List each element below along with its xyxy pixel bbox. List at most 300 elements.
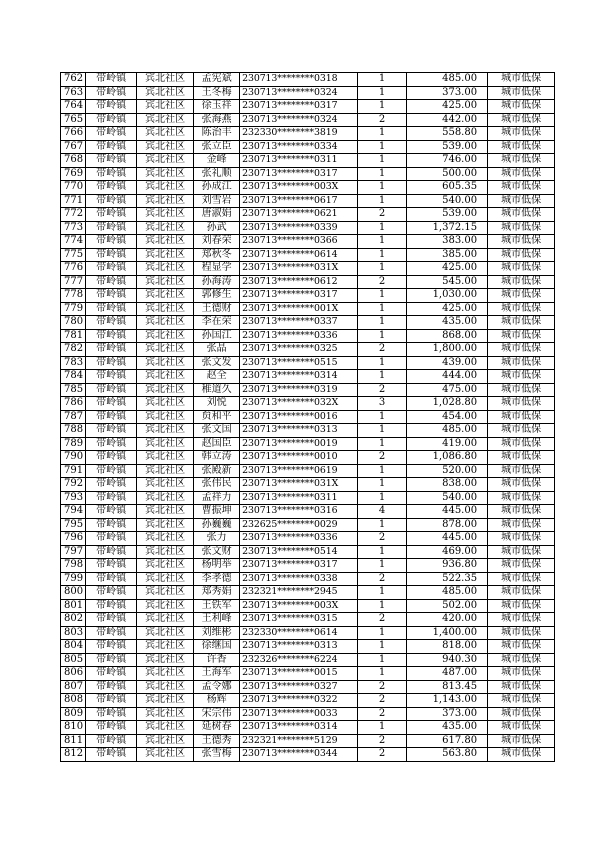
household-size-cell: 1 [358,140,407,154]
name-cell: 张雪梅 [194,748,240,762]
name-cell: 孟祥力 [194,491,240,505]
community-cell: 宾北社区 [137,86,194,100]
town-cell: 带岭镇 [86,518,137,532]
seq-cell: 782 [61,343,86,357]
community-cell: 宾北社区 [137,505,194,519]
table-row [61,248,555,262]
id-number-cell: 230713********031X [240,262,358,276]
community-cell: 宾北社区 [137,613,194,627]
name-cell: 张礼顺 [194,167,240,181]
id-number-cell: 230713********0322 [240,694,358,708]
category-cell: 城市低保 [488,721,555,735]
table-row [61,343,555,357]
seq-cell: 787 [61,410,86,424]
amount-cell: 539.00 [407,208,488,222]
community-cell: 宾北社区 [137,194,194,208]
amount-cell: 373.00 [407,707,488,721]
name-cell: 程显学 [194,262,240,276]
id-number-cell: 230713********0612 [240,275,358,289]
town-cell: 带岭镇 [86,343,137,357]
category-cell: 城市低保 [488,653,555,667]
community-cell: 宾北社区 [137,545,194,559]
id-number-cell: 230713********0316 [240,505,358,519]
table-row [61,289,555,303]
table-row [61,694,555,708]
amount-cell: 878.00 [407,518,488,532]
amount-cell: 1,028.80 [407,397,488,411]
community-cell: 宾北社区 [137,599,194,613]
seq-cell: 797 [61,545,86,559]
id-number-cell: 230713********0317 [240,559,358,573]
name-cell: 孟宪斌 [194,73,240,87]
town-cell: 带岭镇 [86,221,137,235]
household-size-cell: 1 [358,127,407,141]
seq-cell: 785 [61,383,86,397]
name-cell: 孙国江 [194,329,240,343]
amount-cell: 617.80 [407,734,488,748]
household-size-cell: 2 [358,113,407,127]
id-number-cell: 230713********0366 [240,235,358,249]
town-cell: 带岭镇 [86,356,137,370]
seq-cell: 807 [61,680,86,694]
amount-cell: 813.45 [407,680,488,694]
id-number-cell: 230713********003X [240,599,358,613]
community-cell: 宾北社区 [137,451,194,465]
seq-cell: 806 [61,667,86,681]
seq-cell: 808 [61,694,86,708]
amount-cell: 540.00 [407,194,488,208]
name-cell: 张海燕 [194,113,240,127]
table-row [61,73,555,87]
table-row [61,748,555,762]
id-number-cell: 230713********0019 [240,437,358,451]
household-size-cell: 1 [358,478,407,492]
category-cell: 城市低保 [488,734,555,748]
category-cell: 城市低保 [488,545,555,559]
community-cell: 宾北社区 [137,154,194,168]
household-size-cell: 2 [358,343,407,357]
town-cell: 带岭镇 [86,640,137,654]
id-number-cell: 230713********032X [240,397,358,411]
id-number-cell: 230713********0324 [240,86,358,100]
category-cell: 城市低保 [488,626,555,640]
seq-cell: 812 [61,748,86,762]
community-cell: 宾北社区 [137,748,194,762]
community-cell: 宾北社区 [137,356,194,370]
name-cell: 陈治丰 [194,127,240,141]
id-number-cell: 232625********0029 [240,518,358,532]
community-cell: 宾北社区 [137,694,194,708]
name-cell: 孙巍巍 [194,518,240,532]
community-cell: 宾北社区 [137,491,194,505]
category-cell: 城市低保 [488,248,555,262]
seq-cell: 788 [61,424,86,438]
community-cell: 宾北社区 [137,208,194,222]
name-cell: 张文国 [194,424,240,438]
table-row [61,208,555,222]
id-number-cell: 230713********0311 [240,491,358,505]
community-cell: 宾北社区 [137,181,194,195]
category-cell: 城市低保 [488,559,555,573]
amount-cell: 420.00 [407,613,488,627]
amount-cell: 373.00 [407,86,488,100]
id-number-cell: 230713********0314 [240,721,358,735]
table-row [61,113,555,127]
id-number-cell: 232330********0614 [240,626,358,640]
town-cell: 带岭镇 [86,559,137,573]
amount-cell: 563.80 [407,748,488,762]
community-cell: 宾北社区 [137,383,194,397]
name-cell: 刘悦 [194,397,240,411]
seq-cell: 783 [61,356,86,370]
seq-cell: 793 [61,491,86,505]
amount-cell: 1,030.00 [407,289,488,303]
category-cell: 城市低保 [488,397,555,411]
community-cell: 宾北社区 [137,653,194,667]
community-cell: 宾北社区 [137,167,194,181]
name-cell: 孙成江 [194,181,240,195]
name-cell: 稚道久 [194,383,240,397]
town-cell: 带岭镇 [86,235,137,249]
amount-cell: 385.00 [407,248,488,262]
table-row [61,680,555,694]
town-cell: 带岭镇 [86,275,137,289]
community-cell: 宾北社区 [137,397,194,411]
table-row [61,181,555,195]
amount-cell: 425.00 [407,100,488,114]
amount-cell: 444.00 [407,370,488,384]
town-cell: 带岭镇 [86,167,137,181]
table-row [61,275,555,289]
community-cell: 宾北社区 [137,329,194,343]
town-cell: 带岭镇 [86,86,137,100]
town-cell: 带岭镇 [86,127,137,141]
category-cell: 城市低保 [488,154,555,168]
name-cell: 贠和平 [194,410,240,424]
town-cell: 带岭镇 [86,410,137,424]
town-cell: 带岭镇 [86,464,137,478]
id-number-cell: 230713********0317 [240,289,358,303]
town-cell: 带岭镇 [86,154,137,168]
category-cell: 城市低保 [488,343,555,357]
name-cell: 张力 [194,532,240,546]
table-row [61,734,555,748]
town-cell: 带岭镇 [86,478,137,492]
category-cell: 城市低保 [488,680,555,694]
name-cell: 唐淑娟 [194,208,240,222]
household-size-cell: 1 [358,248,407,262]
id-number-cell: 230713********0311 [240,154,358,168]
name-cell: 孙武 [194,221,240,235]
name-cell: 宋宗伟 [194,707,240,721]
amount-cell: 868.00 [407,329,488,343]
name-cell: 许香 [194,653,240,667]
community-cell: 宾北社区 [137,410,194,424]
id-number-cell: 230713********0033 [240,707,358,721]
amount-cell: 838.00 [407,478,488,492]
category-cell: 城市低保 [488,424,555,438]
category-cell: 城市低保 [488,491,555,505]
community-cell: 宾北社区 [137,316,194,330]
seq-cell: 773 [61,221,86,235]
category-cell: 城市低保 [488,194,555,208]
town-cell: 带岭镇 [86,181,137,195]
seq-cell: 804 [61,640,86,654]
amount-cell: 485.00 [407,424,488,438]
table-row [61,356,555,370]
town-cell: 带岭镇 [86,397,137,411]
category-cell: 城市低保 [488,707,555,721]
table-row [61,478,555,492]
town-cell: 带岭镇 [86,626,137,640]
category-cell: 城市低保 [488,113,555,127]
category-cell: 城市低保 [488,100,555,114]
category-cell: 城市低保 [488,235,555,249]
seq-cell: 800 [61,586,86,600]
town-cell: 带岭镇 [86,734,137,748]
id-number-cell: 230713********0313 [240,424,358,438]
name-cell: 王德财 [194,302,240,316]
community-cell: 宾北社区 [137,113,194,127]
table-row [61,329,555,343]
community-cell: 宾北社区 [137,289,194,303]
table-row [61,86,555,100]
seq-cell: 796 [61,532,86,546]
table-row [61,410,555,424]
seq-cell: 776 [61,262,86,276]
seq-cell: 786 [61,397,86,411]
table-row [61,235,555,249]
id-number-cell: 230713********0317 [240,100,358,114]
town-cell: 带岭镇 [86,721,137,735]
household-size-cell: 1 [358,640,407,654]
household-size-cell: 1 [358,424,407,438]
category-cell: 城市低保 [488,167,555,181]
town-cell: 带岭镇 [86,113,137,127]
seq-cell: 769 [61,167,86,181]
seq-cell: 790 [61,451,86,465]
household-size-cell: 2 [358,572,407,586]
town-cell: 带岭镇 [86,599,137,613]
table-row [61,424,555,438]
category-cell: 城市低保 [488,262,555,276]
community-cell: 宾北社区 [137,586,194,600]
name-cell: 徐继国 [194,640,240,654]
amount-cell: 1,800.00 [407,343,488,357]
id-number-cell: 230713********031X [240,478,358,492]
town-cell: 带岭镇 [86,329,137,343]
town-cell: 带岭镇 [86,707,137,721]
town-cell: 带岭镇 [86,613,137,627]
seq-cell: 772 [61,208,86,222]
household-size-cell: 2 [358,748,407,762]
seq-cell: 801 [61,599,86,613]
town-cell: 带岭镇 [86,586,137,600]
household-size-cell: 2 [358,707,407,721]
seq-cell: 791 [61,464,86,478]
name-cell: 刘维彬 [194,626,240,640]
household-size-cell: 1 [358,410,407,424]
town-cell: 带岭镇 [86,532,137,546]
town-cell: 带岭镇 [86,653,137,667]
household-size-cell: 2 [358,734,407,748]
town-cell: 带岭镇 [86,316,137,330]
id-number-cell: 230713********0324 [240,113,358,127]
seq-cell: 763 [61,86,86,100]
community-cell: 宾北社区 [137,221,194,235]
town-cell: 带岭镇 [86,370,137,384]
seq-cell: 779 [61,302,86,316]
name-cell: 徐玉祥 [194,100,240,114]
category-cell: 城市低保 [488,410,555,424]
category-cell: 城市低保 [488,275,555,289]
category-cell: 城市低保 [488,329,555,343]
town-cell: 带岭镇 [86,451,137,465]
name-cell: 李孝德 [194,572,240,586]
category-cell: 城市低保 [488,694,555,708]
name-cell: 孟令娜 [194,680,240,694]
category-cell: 城市低保 [488,208,555,222]
community-cell: 宾北社区 [137,464,194,478]
name-cell: 延树春 [194,721,240,735]
household-size-cell: 4 [358,505,407,519]
community-cell: 宾北社区 [137,518,194,532]
town-cell: 带岭镇 [86,505,137,519]
name-cell: 金峰 [194,154,240,168]
name-cell: 王德秀 [194,734,240,748]
table-row [61,437,555,451]
category-cell: 城市低保 [488,316,555,330]
community-cell: 宾北社区 [137,734,194,748]
seq-cell: 781 [61,329,86,343]
community-cell: 宾北社区 [137,532,194,546]
town-cell: 带岭镇 [86,572,137,586]
amount-cell: 425.00 [407,262,488,276]
household-size-cell: 1 [358,154,407,168]
town-cell: 带岭镇 [86,437,137,451]
table-row [61,505,555,519]
table-row [61,397,555,411]
name-cell: 韩立涛 [194,451,240,465]
seq-cell: 768 [61,154,86,168]
seq-cell: 762 [61,73,86,87]
amount-cell: 469.00 [407,545,488,559]
name-cell: 孙海涛 [194,275,240,289]
category-cell: 城市低保 [488,478,555,492]
id-number-cell: 232321********2945 [240,586,358,600]
amount-cell: 435.00 [407,316,488,330]
name-cell: 张殿新 [194,464,240,478]
name-cell: 赵国臣 [194,437,240,451]
table-row [61,302,555,316]
community-cell: 宾北社区 [137,424,194,438]
town-cell: 带岭镇 [86,194,137,208]
town-cell: 带岭镇 [86,424,137,438]
amount-cell: 522.35 [407,572,488,586]
seq-cell: 765 [61,113,86,127]
community-cell: 宾北社区 [137,302,194,316]
amount-cell: 425.00 [407,302,488,316]
amount-cell: 485.00 [407,73,488,87]
amount-cell: 435.00 [407,721,488,735]
household-size-cell: 2 [358,680,407,694]
household-size-cell: 1 [358,86,407,100]
amount-cell: 502.00 [407,599,488,613]
community-cell: 宾北社区 [137,343,194,357]
category-cell: 城市低保 [488,370,555,384]
household-size-cell: 1 [358,586,407,600]
id-number-cell: 230713********0334 [240,140,358,154]
id-number-cell: 230713********0015 [240,667,358,681]
household-size-cell: 2 [358,275,407,289]
table-row [61,653,555,667]
id-number-cell: 232330********3819 [240,127,358,141]
table-row [61,140,555,154]
name-cell: 郑秋冬 [194,248,240,262]
name-cell: 张立臣 [194,140,240,154]
town-cell: 带岭镇 [86,302,137,316]
household-size-cell: 1 [358,464,407,478]
household-size-cell: 1 [358,100,407,114]
category-cell: 城市低保 [488,518,555,532]
amount-cell: 1,400.00 [407,626,488,640]
seq-cell: 774 [61,235,86,249]
community-cell: 宾北社区 [137,262,194,276]
category-cell: 城市低保 [488,505,555,519]
household-size-cell: 1 [358,181,407,195]
household-size-cell: 3 [358,397,407,411]
table-row [61,532,555,546]
town-cell: 带岭镇 [86,208,137,222]
id-number-cell: 230713********0313 [240,640,358,654]
seq-cell: 784 [61,370,86,384]
town-cell: 带岭镇 [86,140,137,154]
table-row [61,721,555,735]
name-cell: 曹振坤 [194,505,240,519]
table-row [61,127,555,141]
seq-cell: 764 [61,100,86,114]
table-row [61,518,555,532]
amount-cell: 1,086.80 [407,451,488,465]
name-cell: 郑秀娟 [194,586,240,600]
amount-cell: 520.00 [407,464,488,478]
id-number-cell: 230713********0314 [240,370,358,384]
category-cell: 城市低保 [488,302,555,316]
household-size-cell: 1 [358,194,407,208]
name-cell: 张文发 [194,356,240,370]
community-cell: 宾北社区 [137,559,194,573]
name-cell: 刘雪岩 [194,194,240,208]
seq-cell: 775 [61,248,86,262]
household-size-cell: 1 [358,221,407,235]
table-row [61,100,555,114]
relief-roster-table [60,72,555,762]
category-cell: 城市低保 [488,572,555,586]
amount-cell: 605.35 [407,181,488,195]
id-number-cell: 230713********0337 [240,316,358,330]
seq-cell: 766 [61,127,86,141]
table-row [61,599,555,613]
category-cell: 城市低保 [488,613,555,627]
table-row [61,370,555,384]
seq-cell: 794 [61,505,86,519]
household-size-cell: 1 [358,262,407,276]
amount-cell: 936.80 [407,559,488,573]
seq-cell: 795 [61,518,86,532]
name-cell: 张文财 [194,545,240,559]
amount-cell: 540.00 [407,491,488,505]
seq-cell: 778 [61,289,86,303]
